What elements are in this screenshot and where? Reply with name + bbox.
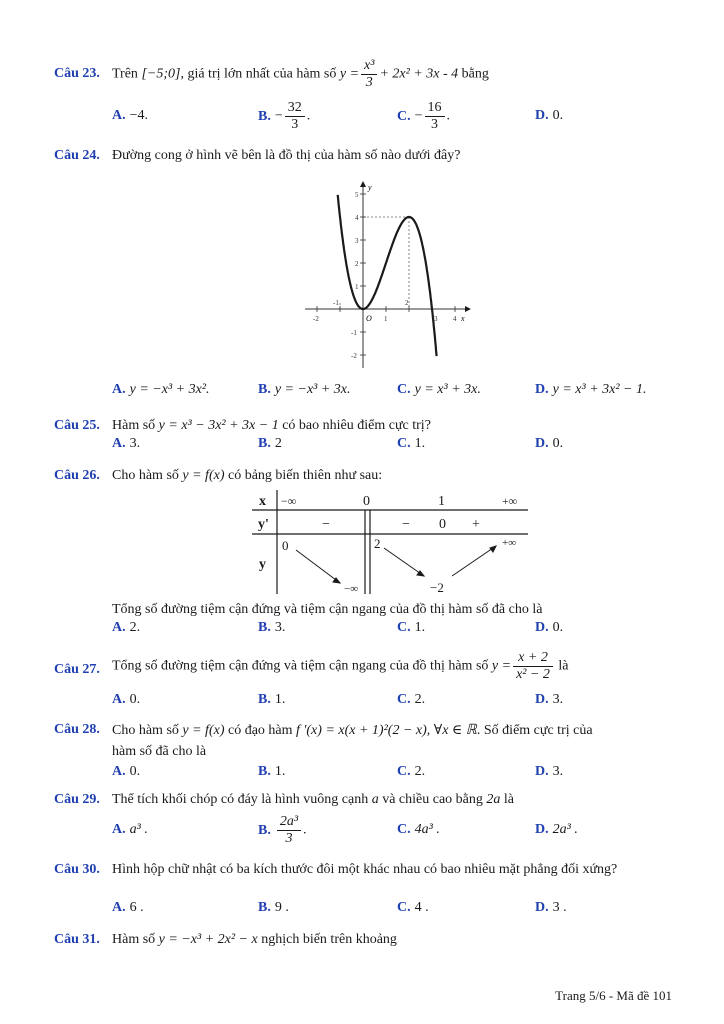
y-tick-label: -1: [351, 329, 357, 337]
fraction: $\frac{x + 2}{\text{x² − 2}}$: [513, 650, 553, 683]
question-26-prompt: [54, 600, 674, 620]
x-tick-label: 1: [384, 315, 388, 323]
question-30: [54, 860, 674, 900]
y-tick-label: 3: [355, 237, 359, 245]
option-c[interactable]: C. 2.: [397, 764, 426, 779]
question-number: Câu 25.: [54, 418, 100, 433]
option-b[interactable]: B. $\frac{\text{2a³}}{3}$ .: [258, 814, 307, 846]
y-tick-label: 5: [355, 191, 359, 199]
option-d[interactable]: D. 3 .: [535, 900, 567, 915]
answer-options: [112, 382, 672, 406]
row-label-x: x: [259, 494, 266, 509]
question-26: [54, 466, 674, 486]
question-text: Hình hộp chữ nhật có ba kích thước đôi một khác nhau có bao nhiêu mặt phẳng đối xứng?: [112, 862, 618, 877]
page-footer: Trang 5/6 - Mã đề 101: [555, 988, 672, 1003]
fraction: $\frac{\text{x³}}{3}$: [361, 58, 377, 91]
option-d[interactable]: D. y = x³ + 3x² − 1.: [535, 382, 647, 397]
yprime-sign: 0: [439, 517, 446, 532]
question-31: [54, 930, 674, 950]
answer-options: [112, 692, 672, 716]
x-tick-label: 2: [405, 299, 409, 307]
option-d[interactable]: D. 3.: [535, 764, 564, 779]
x-value: 1: [438, 494, 445, 509]
option-c[interactable]: C. 1.: [397, 436, 426, 451]
question-text: Tổng số đường tiệm cận đứng và tiệm cận ngang của đồ thị hàm số y = $\frac{x + 2}{\text{x² − 2}}$ là: [112, 650, 569, 682]
option-c[interactable]: C. 1.: [397, 620, 426, 635]
question-number: Câu 23.: [54, 66, 100, 81]
question-25: [54, 416, 674, 436]
question-text: Đường cong ở hình vẽ bên là đồ thị của hàm số nào dưới đây?: [112, 148, 461, 163]
option-d[interactable]: D. 2a³ .: [535, 822, 578, 837]
y-tick-label: -2: [351, 352, 357, 360]
option-a[interactable]: A. −4.: [112, 108, 149, 123]
question-text: Trên [−5;0], giá trị lớn nhất của hàm số y = $\frac{\text{x³}}{3}$ + 2x² + 3x - 4 bằng: [112, 58, 489, 90]
answer-options: [112, 764, 672, 788]
option-a[interactable]: A. 2.: [112, 620, 141, 635]
option-c[interactable]: C. 2.: [397, 692, 426, 707]
option-b[interactable]: B. y = −x³ + 3x.: [258, 382, 351, 397]
function-graph: [300, 178, 475, 374]
x-value: +∞: [502, 494, 518, 508]
y-value: −∞: [344, 583, 359, 595]
question-number: Câu 27.: [54, 662, 100, 677]
question-text: Hàm số y = x³ − 3x² + 3x − 1 có bao nhiêu điểm cực trị?: [112, 418, 431, 433]
question-27: [54, 650, 674, 690]
option-b[interactable]: B. 2: [258, 436, 282, 451]
interval: [−5;0],: [141, 66, 184, 82]
y-axis-label: y: [368, 183, 372, 192]
question-number: Câu 28.: [54, 722, 100, 737]
option-a[interactable]: A. 3.: [112, 436, 141, 451]
origin-label: O: [366, 314, 372, 323]
y-tick-label: 4: [355, 214, 359, 222]
yprime-sign: +: [472, 517, 480, 532]
option-d[interactable]: D. 0.: [535, 108, 564, 123]
y-value: 0: [282, 538, 289, 553]
question-number: Câu 24.: [54, 148, 100, 163]
row-label-yprime: y': [258, 517, 269, 532]
answer-options: [112, 436, 672, 460]
option-b[interactable]: B. 3.: [258, 620, 286, 635]
option-a[interactable]: A. 6 .: [112, 900, 144, 915]
option-b[interactable]: B. 1.: [258, 692, 286, 707]
y-value: −2: [430, 580, 444, 595]
question-number: Câu 30.: [54, 862, 100, 877]
option-d[interactable]: D. 0.: [535, 436, 564, 451]
question-text: Cho hàm số y = f(x) có đạo hàm f '(x) = x(x + 1)²(2 − x), ∀x ∈ ℝ. Số điểm cực trị của hàm số đã cho là: [112, 723, 593, 759]
option-a[interactable]: A. 0.: [112, 692, 141, 707]
option-d[interactable]: D. 0.: [535, 620, 564, 635]
option-a[interactable]: A. a³ .: [112, 822, 148, 837]
x-axis-label: x: [461, 314, 465, 323]
x-tick-label: 4: [453, 315, 457, 323]
answer-options: [112, 620, 672, 644]
x-tick-label: 3: [434, 315, 438, 323]
x-tick-label: -2: [313, 315, 319, 323]
row-label-y: y: [259, 557, 266, 572]
option-b[interactable]: B. − $\frac{32}{3}$ .: [258, 100, 311, 132]
question-24: [54, 146, 674, 170]
y-value: 2: [374, 536, 381, 551]
question-number: Câu 26.: [54, 468, 100, 483]
option-c[interactable]: C. 4a³ .: [397, 822, 440, 837]
question-28: [54, 720, 674, 764]
answer-options: [112, 100, 672, 140]
question-text: Cho hàm số y = f(x) có bảng biến thiên như sau:: [112, 468, 383, 483]
yprime-sign: −: [402, 517, 410, 532]
y-tick-label: 1: [355, 283, 359, 291]
option-b[interactable]: B. 1.: [258, 764, 286, 779]
x-tick-label: -1: [333, 299, 339, 307]
question-number: Câu 29.: [54, 792, 100, 807]
option-a[interactable]: A. y = −x³ + 3x².: [112, 382, 210, 397]
option-b[interactable]: B. 9 .: [258, 900, 289, 915]
y-value: +∞: [502, 537, 517, 549]
option-c[interactable]: C. y = x³ + 3x.: [397, 382, 481, 397]
yprime-sign: −: [322, 517, 330, 532]
answer-options: [112, 900, 672, 924]
question-text: Tổng số đường tiệm cận đứng và tiệm cận ngang của đồ thị hàm số đã cho là: [112, 602, 543, 617]
option-c[interactable]: C. 4 .: [397, 900, 429, 915]
option-d[interactable]: D. 3.: [535, 692, 564, 707]
option-c[interactable]: C. − $\frac{16}{3}$ .: [397, 100, 451, 132]
question-text: Thể tích khối chóp có đáy là hình vuông cạnh a và chiều cao bằng 2a là: [112, 792, 515, 807]
option-a[interactable]: A. 0.: [112, 764, 141, 779]
question-text: Hàm số y = −x³ + 2x² − x nghịch biến trên khoảng: [112, 932, 397, 947]
answer-options: [112, 814, 672, 854]
x-value: 0: [363, 494, 370, 509]
variation-table: [252, 490, 528, 596]
y-tick-label: 2: [355, 260, 359, 268]
question-number: Câu 31.: [54, 932, 100, 947]
x-value: −∞: [281, 494, 297, 508]
question-29: [54, 790, 674, 810]
